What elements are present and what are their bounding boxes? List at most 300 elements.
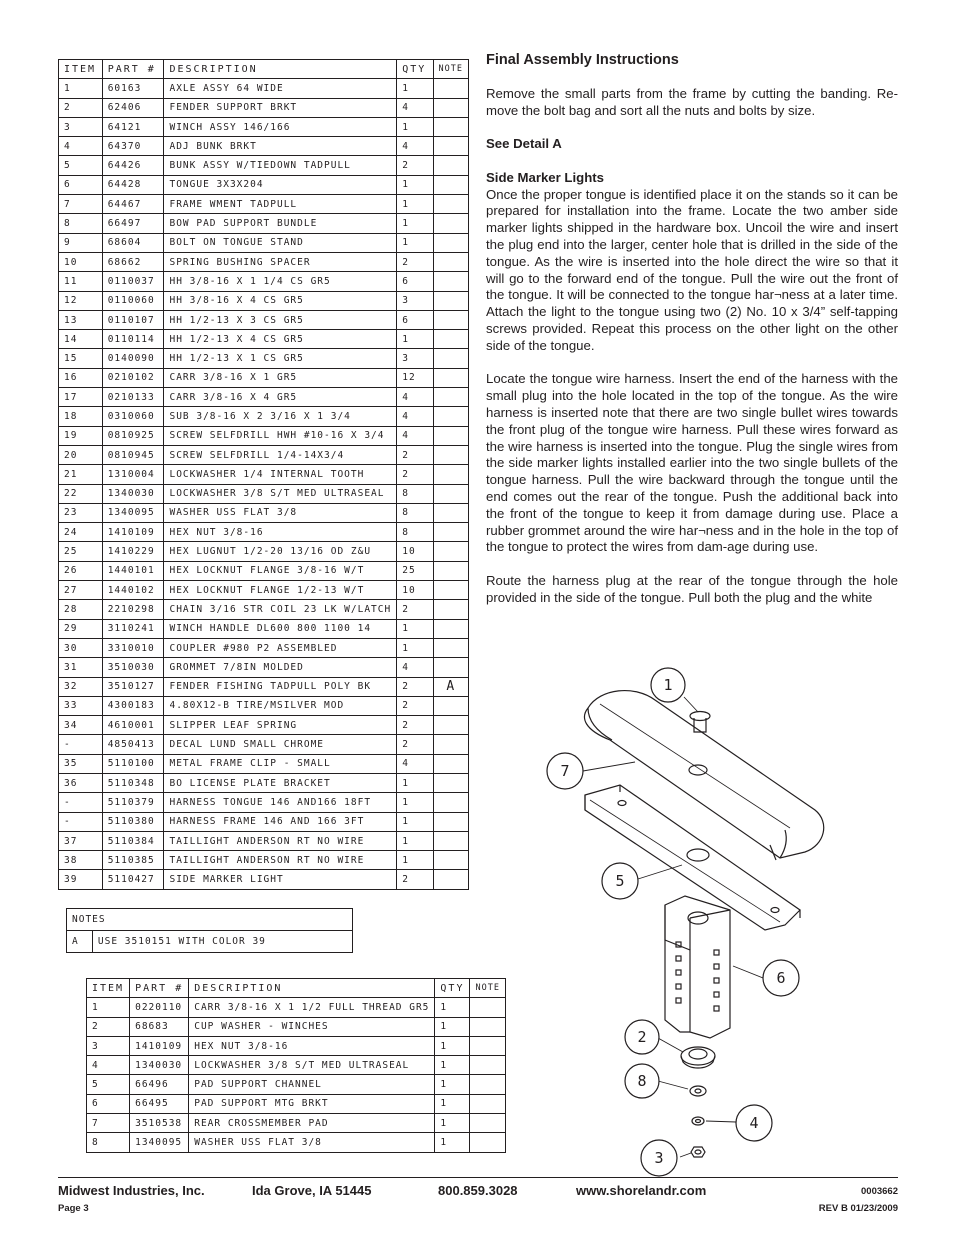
table-row bbox=[59, 195, 469, 214]
description-cell: BUNK ASSY W/TIEDOWN TADPULL bbox=[164, 156, 397, 175]
note-cell bbox=[470, 1075, 505, 1094]
item-cell: 24 bbox=[59, 523, 103, 542]
instructions-title: Final Assembly Instructions bbox=[486, 52, 679, 68]
footer-doc-number: 0003662 bbox=[861, 1186, 898, 1197]
callout-label: 3 bbox=[654, 1149, 664, 1167]
item-cell: 8 bbox=[59, 214, 103, 233]
part-number-cell: 5110384 bbox=[102, 831, 164, 850]
item-cell: 15 bbox=[59, 349, 103, 368]
part-number-cell: 1310004 bbox=[102, 465, 164, 484]
part-number-cell: 1440101 bbox=[102, 561, 164, 580]
table-row bbox=[59, 677, 469, 696]
description-cell: SIDE MARKER LIGHT bbox=[164, 870, 397, 889]
description-cell: SPRING BUSHING SPACER bbox=[164, 252, 397, 271]
qty-cell: 1 bbox=[435, 1114, 470, 1133]
table-row bbox=[59, 445, 469, 464]
header-qty: QTY bbox=[397, 60, 433, 79]
qty-cell: 1 bbox=[435, 1036, 470, 1055]
qty-cell: 1 bbox=[397, 773, 433, 792]
table-row bbox=[87, 1094, 506, 1113]
description-cell: WASHER USS FLAT 3/8 bbox=[189, 1133, 435, 1152]
note-cell bbox=[470, 1133, 505, 1152]
note-cell bbox=[433, 117, 469, 136]
note-cell bbox=[470, 1094, 505, 1113]
footer-phone: 800.859.3028 bbox=[438, 1183, 518, 1198]
qty-cell: 2 bbox=[397, 870, 433, 889]
qty-cell: 2 bbox=[397, 716, 433, 735]
item-cell: 13 bbox=[59, 310, 103, 329]
table-row bbox=[87, 1133, 506, 1152]
note-cell bbox=[433, 388, 469, 407]
description-cell: HEX LUGNUT 1/2-20 13/16 OD Z&U bbox=[164, 542, 397, 561]
part-number-cell: 1410109 bbox=[102, 523, 164, 542]
item-cell: 6 bbox=[87, 1094, 130, 1113]
item-cell: 34 bbox=[59, 716, 103, 735]
part-number-cell: 4850413 bbox=[102, 735, 164, 754]
part-number-cell: 62406 bbox=[102, 98, 164, 117]
note-cell bbox=[433, 484, 469, 503]
table-row bbox=[59, 233, 469, 252]
part-number-cell: 0310060 bbox=[102, 407, 164, 426]
description-cell: LOCKWASHER 1/4 INTERNAL TOOTH bbox=[164, 465, 397, 484]
qty-cell: 1 bbox=[435, 998, 470, 1017]
table-row bbox=[87, 1036, 506, 1055]
callout-label: 6 bbox=[776, 969, 786, 987]
table-row bbox=[59, 484, 469, 503]
table-row bbox=[59, 175, 469, 194]
detail-a-exploded-diagram bbox=[540, 660, 840, 1180]
description-cell: SCREW SELFDRILL HWH #10-16 X 3/4 bbox=[164, 426, 397, 445]
part-number-cell: 1340030 bbox=[130, 1056, 189, 1075]
qty-cell: 2 bbox=[397, 445, 433, 464]
part-number-cell: 0110060 bbox=[102, 291, 164, 310]
description-cell: ADJ BUNK BRKT bbox=[164, 137, 397, 156]
table-row bbox=[59, 619, 469, 638]
notes-header: NOTES bbox=[67, 909, 353, 931]
table-row bbox=[59, 735, 469, 754]
part-number-cell: 3110241 bbox=[102, 619, 164, 638]
description-cell: LOCKWASHER 3/8 S/T MED ULTRASEAL bbox=[189, 1056, 435, 1075]
item-cell: 4 bbox=[87, 1056, 130, 1075]
item-cell: 5 bbox=[87, 1075, 130, 1094]
part-number-cell: 64370 bbox=[102, 137, 164, 156]
qty-cell: 3 bbox=[397, 291, 433, 310]
qty-cell: 1 bbox=[435, 1133, 470, 1152]
item-cell: 2 bbox=[87, 1017, 130, 1036]
qty-cell: 2 bbox=[397, 156, 433, 175]
item-cell: 22 bbox=[59, 484, 103, 503]
item-cell: 37 bbox=[59, 831, 103, 850]
item-cell: 33 bbox=[59, 696, 103, 715]
item-cell: 35 bbox=[59, 754, 103, 773]
note-cell bbox=[433, 137, 469, 156]
table-row bbox=[59, 388, 469, 407]
part-number-cell: 66495 bbox=[130, 1094, 189, 1113]
note-cell bbox=[433, 330, 469, 349]
qty-cell: 1 bbox=[397, 812, 433, 831]
item-cell: 27 bbox=[59, 581, 103, 600]
description-cell: WASHER USS FLAT 3/8 bbox=[164, 503, 397, 522]
description-cell: FENDER FISHING TADPULL POLY BK bbox=[164, 677, 397, 696]
part-number-cell: 0110114 bbox=[102, 330, 164, 349]
header-note: NOTE bbox=[433, 60, 469, 79]
note-cell bbox=[470, 1036, 505, 1055]
description-cell: HH 1/2-13 X 3 CS GR5 bbox=[164, 310, 397, 329]
note-cell bbox=[433, 79, 469, 98]
qty-cell: 1 bbox=[397, 831, 433, 850]
note-cell bbox=[433, 503, 469, 522]
header-item: ITEM bbox=[59, 60, 103, 79]
description-cell: WINCH ASSY 146/166 bbox=[164, 117, 397, 136]
qty-cell: 1 bbox=[397, 638, 433, 657]
description-cell: BOW PAD SUPPORT BUNDLE bbox=[164, 214, 397, 233]
description-cell: HEX LOCKNUT FLANGE 1/2-13 W/T bbox=[164, 581, 397, 600]
part-number-cell: 64426 bbox=[102, 156, 164, 175]
item-cell: 16 bbox=[59, 368, 103, 387]
item-cell: 31 bbox=[59, 658, 103, 677]
part-number-cell: 60163 bbox=[102, 79, 164, 98]
table-row bbox=[59, 349, 469, 368]
table-row bbox=[59, 870, 469, 889]
footer-divider bbox=[58, 1177, 898, 1178]
table-row bbox=[87, 1017, 506, 1036]
item-cell: 1 bbox=[87, 998, 130, 1017]
table-row bbox=[67, 931, 353, 953]
item-cell: 25 bbox=[59, 542, 103, 561]
table-row bbox=[87, 1056, 506, 1075]
table-row bbox=[59, 368, 469, 387]
notes-table bbox=[66, 908, 353, 953]
description-cell: HARNESS FRAME 146 AND 166 3FT bbox=[164, 812, 397, 831]
part-number-cell: 3510127 bbox=[102, 677, 164, 696]
qty-cell: 2 bbox=[397, 735, 433, 754]
part-number-cell: 5110348 bbox=[102, 773, 164, 792]
qty-cell: 1 bbox=[397, 175, 433, 194]
note-cell bbox=[433, 658, 469, 677]
item-cell: 7 bbox=[59, 195, 103, 214]
part-number-cell: 5110100 bbox=[102, 754, 164, 773]
part-number-cell: 0810945 bbox=[102, 445, 164, 464]
header-part: PART # bbox=[130, 979, 189, 998]
table-row bbox=[59, 812, 469, 831]
item-cell: 1 bbox=[59, 79, 103, 98]
description-cell: BOLT ON TONGUE STAND bbox=[164, 233, 397, 252]
qty-cell: 1 bbox=[435, 1017, 470, 1036]
flat-washer-drawing bbox=[690, 1086, 706, 1096]
instructions-paragraph: Route the harness plug at the rear of the tongue through the hole provided in the side of the tongue. Pull both the plug and the white bbox=[486, 572, 898, 605]
callout-label: 2 bbox=[637, 1028, 647, 1046]
table-row bbox=[59, 330, 469, 349]
qty-cell: 4 bbox=[397, 388, 433, 407]
note-cell bbox=[433, 542, 469, 561]
table-row bbox=[59, 600, 469, 619]
description-cell: METAL FRAME CLIP - SMALL bbox=[164, 754, 397, 773]
part-number-cell: 0140090 bbox=[102, 349, 164, 368]
note-cell bbox=[433, 368, 469, 387]
qty-cell: 1 bbox=[397, 214, 433, 233]
item-cell: 28 bbox=[59, 600, 103, 619]
description-cell: HEX LOCKNUT FLANGE 3/8-16 W/T bbox=[164, 561, 397, 580]
note-cell bbox=[433, 175, 469, 194]
table-row bbox=[59, 696, 469, 715]
description-cell: HH 1/2-13 X 1 CS GR5 bbox=[164, 349, 397, 368]
qty-cell: 1 bbox=[435, 1094, 470, 1113]
detail-a-parts-table bbox=[86, 978, 506, 1153]
callout-label: 5 bbox=[615, 872, 625, 890]
description-cell: HH 3/8-16 X 4 CS GR5 bbox=[164, 291, 397, 310]
qty-cell: 6 bbox=[397, 272, 433, 291]
note-cell bbox=[433, 851, 469, 870]
note-cell bbox=[433, 291, 469, 310]
qty-cell: 4 bbox=[397, 658, 433, 677]
instructions-paragraph: Once the proper tongue is identified place it on the stands so it can be prepared for installation into the frame. Locate the two amber side marker lights shipped in the hardware box. Uncoil the wire and insert the plug end into the larger, center hole that is drilled in the side of the tongue. As the wire is inserted into the hole direct the wire so that it will go to the forward end of the tongue. Pull the wire out the front of the tongue. It will be connected to the tongue har¬ness at a later time. Attach the light to the tongue using two (2) No. 10 x 3/4” self-tapping screws provided. Repeat this process on the other light on the other side of the tongue. bbox=[486, 186, 898, 353]
description-cell: HEX NUT 3/8-16 bbox=[164, 523, 397, 542]
description-cell: CUP WASHER - WINCHES bbox=[189, 1017, 435, 1036]
note-cell bbox=[433, 773, 469, 792]
qty-cell: 1 bbox=[397, 233, 433, 252]
description-cell: SLIPPER LEAF SPRING bbox=[164, 716, 397, 735]
item-cell: - bbox=[59, 735, 103, 754]
part-number-cell: 68662 bbox=[102, 252, 164, 271]
table-row bbox=[87, 1075, 506, 1094]
description-cell: CARR 3/8-16 X 1 GR5 bbox=[164, 368, 397, 387]
header-item: ITEM bbox=[87, 979, 130, 998]
table-row bbox=[59, 581, 469, 600]
pad-support-mtg-brkt-drawing bbox=[665, 896, 730, 1038]
qty-cell: 4 bbox=[397, 426, 433, 445]
item-cell: 26 bbox=[59, 561, 103, 580]
instructions-paragraph: Remove the small parts from the frame by cutting the banding. Re-move the bolt bag and sort all the nuts and bolts by size. bbox=[486, 85, 898, 118]
part-number-cell: 0210102 bbox=[102, 368, 164, 387]
part-number-cell: 5110380 bbox=[102, 812, 164, 831]
item-cell: 11 bbox=[59, 272, 103, 291]
qty-cell: 8 bbox=[397, 523, 433, 542]
table-row bbox=[59, 793, 469, 812]
note-cell bbox=[433, 233, 469, 252]
item-cell: 21 bbox=[59, 465, 103, 484]
table-row bbox=[59, 426, 469, 445]
table-row bbox=[59, 465, 469, 484]
item-cell: 5 bbox=[59, 156, 103, 175]
description-cell: CARR 3/8-16 X 4 GR5 bbox=[164, 388, 397, 407]
item-cell: 36 bbox=[59, 773, 103, 792]
item-cell: 2 bbox=[59, 98, 103, 117]
qty-cell: 2 bbox=[397, 696, 433, 715]
callout-label: 7 bbox=[560, 762, 570, 780]
table-row bbox=[59, 754, 469, 773]
side-marker-heading: Side Marker Lights bbox=[486, 169, 604, 185]
note-cell bbox=[433, 754, 469, 773]
table-row bbox=[59, 851, 469, 870]
note-cell bbox=[433, 831, 469, 850]
note-cell: A bbox=[433, 677, 469, 696]
table-row bbox=[59, 310, 469, 329]
description-cell: 4.80X12-B TIRE/MSILVER MOD bbox=[164, 696, 397, 715]
table-row bbox=[59, 523, 469, 542]
qty-cell: 2 bbox=[397, 600, 433, 619]
part-number-cell: 68683 bbox=[130, 1017, 189, 1036]
qty-cell: 8 bbox=[397, 503, 433, 522]
part-number-cell: 3510030 bbox=[102, 658, 164, 677]
part-number-cell: 3310010 bbox=[102, 638, 164, 657]
part-number-cell: 4610001 bbox=[102, 716, 164, 735]
instructions-column bbox=[486, 52, 898, 623]
description-cell: COUPLER #980 P2 ASSEMBLED bbox=[164, 638, 397, 657]
footer-website[interactable]: www.shorelandr.com bbox=[576, 1183, 707, 1198]
part-number-cell: 5110379 bbox=[102, 793, 164, 812]
part-number-cell: 3510538 bbox=[130, 1114, 189, 1133]
table-row bbox=[59, 214, 469, 233]
item-cell: 23 bbox=[59, 503, 103, 522]
item-cell: 7 bbox=[87, 1114, 130, 1133]
note-cell bbox=[470, 1114, 505, 1133]
qty-cell: 4 bbox=[397, 407, 433, 426]
table-row bbox=[59, 658, 469, 677]
detail-heading: See Detail A bbox=[486, 136, 562, 152]
part-number-cell: 0220110 bbox=[130, 998, 189, 1017]
footer-page-number: Page 3 bbox=[58, 1203, 89, 1214]
note-cell bbox=[433, 581, 469, 600]
description-cell: FENDER SUPPORT BRKT bbox=[164, 98, 397, 117]
description-cell: DECAL LUND SMALL CHROME bbox=[164, 735, 397, 754]
qty-cell: 25 bbox=[397, 561, 433, 580]
qty-cell: 10 bbox=[397, 542, 433, 561]
item-cell: 38 bbox=[59, 851, 103, 870]
part-number-cell: 1340030 bbox=[102, 484, 164, 503]
qty-cell: 3 bbox=[397, 349, 433, 368]
item-cell: 29 bbox=[59, 619, 103, 638]
table-row bbox=[59, 638, 469, 657]
footer-company: Midwest Industries, Inc. bbox=[58, 1183, 205, 1198]
item-cell: 4 bbox=[59, 137, 103, 156]
description-cell: SUB 3/8-16 X 2 3/16 X 1 3/4 bbox=[164, 407, 397, 426]
qty-cell: 2 bbox=[397, 465, 433, 484]
description-cell: PAD SUPPORT CHANNEL bbox=[189, 1075, 435, 1094]
table-row bbox=[59, 773, 469, 792]
note-cell bbox=[433, 735, 469, 754]
qty-cell: 6 bbox=[397, 310, 433, 329]
part-number-cell: 1440102 bbox=[102, 581, 164, 600]
note-cell bbox=[470, 1056, 505, 1075]
qty-cell: 10 bbox=[397, 581, 433, 600]
note-cell bbox=[433, 561, 469, 580]
description-cell: TAILLIGHT ANDERSON RT NO WIRE bbox=[164, 831, 397, 850]
note-cell bbox=[433, 523, 469, 542]
header-part: PART # bbox=[102, 60, 164, 79]
qty-cell: 1 bbox=[397, 793, 433, 812]
item-cell: 30 bbox=[59, 638, 103, 657]
description-cell: AXLE ASSY 64 WIDE bbox=[164, 79, 397, 98]
table-row bbox=[59, 716, 469, 735]
part-number-cell: 5110385 bbox=[102, 851, 164, 870]
note-cell bbox=[433, 426, 469, 445]
description-cell: SCREW SELFDRILL 1/4-14X3/4 bbox=[164, 445, 397, 464]
item-cell: - bbox=[59, 793, 103, 812]
note-cell bbox=[433, 696, 469, 715]
note-cell bbox=[433, 445, 469, 464]
description-cell: TONGUE 3X3X204 bbox=[164, 175, 397, 194]
part-number-cell: 64121 bbox=[102, 117, 164, 136]
note-cell bbox=[470, 998, 505, 1017]
table-row bbox=[59, 137, 469, 156]
item-cell: 3 bbox=[87, 1036, 130, 1055]
description-cell: FRAME WMENT TADPULL bbox=[164, 195, 397, 214]
header-qty: QTY bbox=[435, 979, 470, 998]
description-cell: GROMMET 7/8IN MOLDED bbox=[164, 658, 397, 677]
description-cell: TAILLIGHT ANDERSON RT NO WIRE bbox=[164, 851, 397, 870]
callout-label: 1 bbox=[663, 676, 673, 694]
item-cell: 17 bbox=[59, 388, 103, 407]
qty-cell: 1 bbox=[397, 79, 433, 98]
note-cell bbox=[433, 349, 469, 368]
part-number-cell: 5110427 bbox=[102, 870, 164, 889]
item-cell: 12 bbox=[59, 291, 103, 310]
description-cell: HEX NUT 3/8-16 bbox=[189, 1036, 435, 1055]
note-cell bbox=[433, 600, 469, 619]
item-cell: 19 bbox=[59, 426, 103, 445]
qty-cell: 2 bbox=[397, 252, 433, 271]
part-number-cell: 1410229 bbox=[102, 542, 164, 561]
table-row bbox=[59, 542, 469, 561]
note-cell bbox=[433, 870, 469, 889]
header-note: NOTE bbox=[470, 979, 505, 998]
table-row bbox=[59, 79, 469, 98]
part-number-cell: 64428 bbox=[102, 175, 164, 194]
part-number-cell: 0810925 bbox=[102, 426, 164, 445]
part-number-cell: 0110107 bbox=[102, 310, 164, 329]
table-row bbox=[59, 291, 469, 310]
qty-cell: 4 bbox=[397, 754, 433, 773]
note-cell bbox=[433, 812, 469, 831]
part-number-cell: 66496 bbox=[130, 1075, 189, 1094]
part-number-cell: 64467 bbox=[102, 195, 164, 214]
qty-cell: 1 bbox=[435, 1056, 470, 1075]
item-cell: 32 bbox=[59, 677, 103, 696]
qty-cell: 1 bbox=[397, 851, 433, 870]
qty-cell: 1 bbox=[397, 117, 433, 136]
cup-washer-drawing bbox=[681, 1047, 715, 1068]
description-cell: WINCH HANDLE DL600 800 1100 14 bbox=[164, 619, 397, 638]
part-number-cell: 2210298 bbox=[102, 600, 164, 619]
item-cell: 6 bbox=[59, 175, 103, 194]
note-cell bbox=[470, 1017, 505, 1036]
note-cell bbox=[433, 272, 469, 291]
description-cell: PAD SUPPORT MTG BRKT bbox=[189, 1094, 435, 1113]
item-cell: 10 bbox=[59, 252, 103, 271]
description-cell: HH 1/2-13 X 4 CS GR5 bbox=[164, 330, 397, 349]
footer-city: Ida Grove, IA 51445 bbox=[252, 1183, 372, 1198]
part-number-cell: 0210133 bbox=[102, 388, 164, 407]
table-row bbox=[59, 503, 469, 522]
footer-revision: REV B 01/23/2009 bbox=[818, 1203, 898, 1214]
qty-cell: 8 bbox=[397, 484, 433, 503]
table-row bbox=[59, 272, 469, 291]
table-row bbox=[87, 998, 506, 1017]
header-description: DESCRIPTION bbox=[164, 60, 397, 79]
item-cell: 14 bbox=[59, 330, 103, 349]
description-cell: CARR 3/8-16 X 1 1/2 FULL THREAD GR5 bbox=[189, 998, 435, 1017]
part-number-cell: 4300183 bbox=[102, 696, 164, 715]
item-cell: 8 bbox=[87, 1133, 130, 1152]
instructions-paragraph: Locate the tongue wire harness. Insert the end of the harness with the small plug into the hole located in the top of the tongue. As the wire harness is inserted note that there are two single bullet wires towards the front plug of the tongue wire harness. Pull these wires forward as the wire harness is inserted into the tongue. Plug the single wires from the side marker lights installed earlier into the two single bullets of the tongue harness. Pull the wire backward through the tongue until the end comes out the rear of the tongue. Push the additional back into the front of the tongue to keep it from damage during use. Place a rubber grommet around the wire har¬ness and in the hole in the top of the tongue to protect the wires from dam-age during use. bbox=[486, 371, 898, 555]
note-cell bbox=[433, 310, 469, 329]
table-row bbox=[59, 561, 469, 580]
qty-cell: 12 bbox=[397, 368, 433, 387]
table-row bbox=[87, 1114, 506, 1133]
detail-table-header-row bbox=[87, 979, 506, 998]
callout-label: 8 bbox=[637, 1072, 647, 1090]
table-row bbox=[59, 407, 469, 426]
